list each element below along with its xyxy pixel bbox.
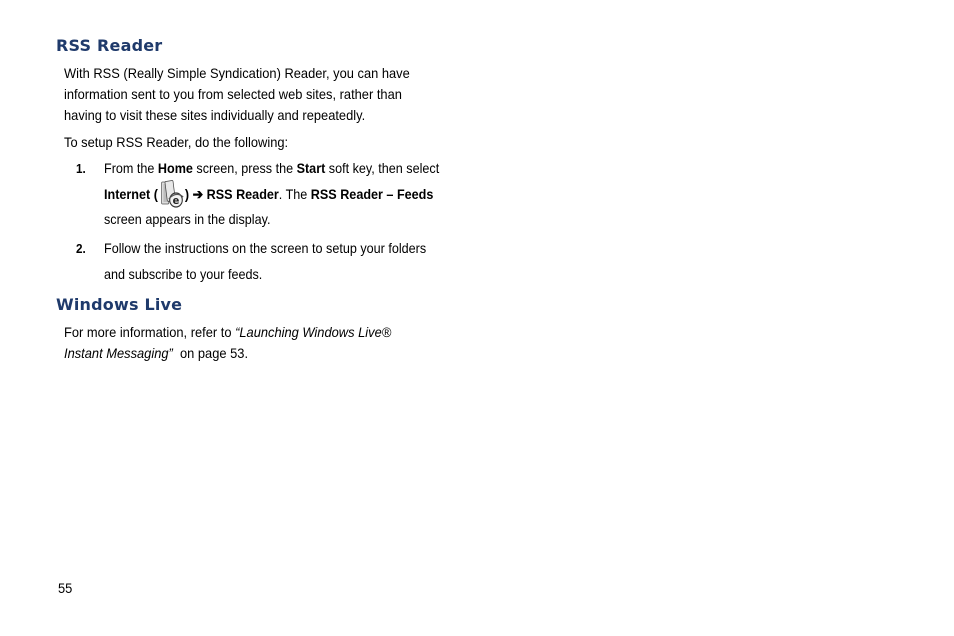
step-text-line: and subscribe to your feeds. (104, 265, 263, 282)
cross-reference-link[interactable]: “Launching Windows Live® (235, 324, 392, 340)
step-text (104, 156, 464, 233)
paragraph-fragment: on page 53. (172, 345, 249, 361)
rss-setup-paragraph: To setup RSS Reader, do the following: (64, 134, 289, 150)
intro-line: information sent to you from selected web sites, rather than (64, 86, 402, 102)
internet-explorer-icon (158, 179, 185, 209)
cross-reference-link[interactable]: Instant Messaging” (64, 345, 173, 361)
section-heading-windows-live: Windows Live (56, 295, 183, 314)
home-label: Home (157, 160, 193, 176)
step-text-fragment: screen appears in the display. (104, 211, 271, 227)
step-number: 2. (76, 241, 86, 256)
page-number: 55 (58, 580, 73, 596)
step-text-fragment: screen, press the (192, 160, 297, 176)
step-number: 1. (76, 161, 86, 176)
arrow-glyph: ➔ (189, 185, 207, 202)
paragraph-fragment: For more information, refer to (64, 324, 236, 340)
step-text (104, 236, 464, 287)
intro-line: With RSS (Really Simple Syndication) Reader, you can have (64, 65, 410, 81)
intro-line: having to visit these sites individually and repeatedly. (64, 107, 366, 123)
rss-intro-paragraph (64, 63, 460, 126)
section-heading-rss-reader: RSS Reader (56, 36, 163, 55)
step-text-line: Follow the instructions on the screen to setup your folders (104, 240, 427, 256)
svg-text:e: e (172, 194, 180, 207)
rss-reader-label: RSS Reader (206, 185, 279, 202)
internet-label: Internet ( (104, 185, 158, 202)
step-text-fragment: . The (278, 185, 311, 202)
step-text-fragment: soft key, then select (325, 160, 440, 176)
rss-feeds-label: RSS Reader – Feeds (310, 185, 434, 202)
step-text-fragment: From the (104, 160, 158, 176)
internet-label-close: ) (184, 185, 190, 202)
start-label: Start (296, 160, 326, 176)
windows-live-paragraph (64, 322, 450, 364)
